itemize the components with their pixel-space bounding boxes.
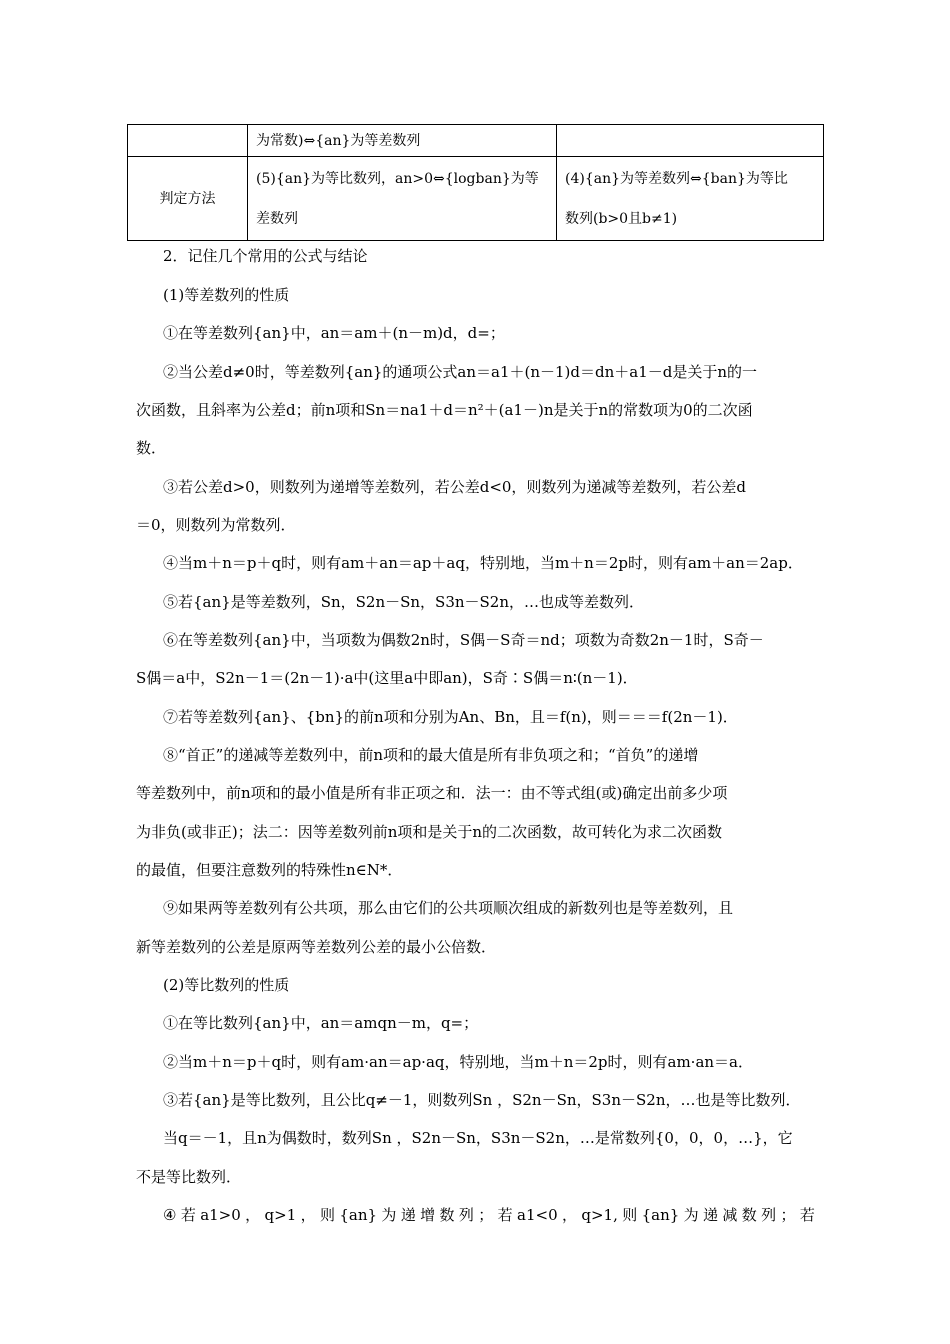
text-segment: q>1, (581, 1206, 618, 1224)
text-line: 次函数，且斜率为公差d；前n项和Sn＝na1＋d＝n²＋(a1－)n是关于n的常数项为0的二次函 (136, 401, 753, 419)
text-segment: ， (245, 1206, 261, 1224)
text-segment: q>1 (264, 1206, 297, 1224)
section-heading: 2．记住几个常用的公式与结论 (163, 247, 368, 265)
text-line: 的最值，但要注意数列的特殊性n∈N*． (136, 861, 403, 879)
text-line: 新等差数列的公差是原两等差数列公差的最小公倍数． (136, 938, 497, 956)
table-cell: 为常数)⇔{an}为等差数列 (248, 125, 557, 157)
text-segment: 若 (497, 1206, 513, 1224)
text-line: ⑥在等差数列{an}中，当项数为偶数2n时，S偶－S奇＝nd；项数为奇数2n－1时，S奇－ (163, 631, 764, 649)
text-line: ＝0，则数列为常数列． (136, 516, 296, 534)
text-line: ⑤若{an}是等差数列，Sn，S2n－Sn，S3n－S2n，…也成等差数列． (163, 593, 645, 611)
text-line: ③若公差d>0，则数列为递增等差数列，若公差d<0，则数列为递减等差数列，若公差d (163, 478, 747, 496)
text-segment: 若 (799, 1206, 815, 1224)
text-segment: 列 (458, 1206, 474, 1224)
cell-line: 差数列 (256, 210, 298, 227)
cell-line: 数列(b>0且b≠1) (565, 210, 678, 227)
text-segment: a1>0 (200, 1206, 241, 1224)
text-segment: ， (562, 1206, 578, 1224)
table-cell (248, 157, 557, 241)
text-segment: 增 (420, 1206, 436, 1224)
text-line: ⑨如果两等差数列有公共项，那么由它们的公共项顺次组成的新数列也是等差数列，且 (163, 899, 734, 917)
text-line: 等差数列中，前n项和的最小值是所有非正项之和．法一：由不等式组(或)确定出前多少项 (136, 784, 728, 802)
subsection-heading: (2)等比数列的性质 (163, 976, 290, 994)
text-segment: 列 (761, 1206, 777, 1224)
text-segment: ； (478, 1206, 494, 1224)
text-line: ⑦若等差数列{an}、{bn}的前n项和分别为An、Bn，且＝f(n)，则＝＝＝f(2n－1)． (163, 708, 738, 726)
text-line: ②当m＋n＝p＋q时，则有am·an＝ap·aq，特别地，当m＋n＝2p时，则有am·an＝a． (163, 1053, 753, 1071)
text-line: 不是等比数列． (136, 1168, 242, 1186)
text-segment: 减 (722, 1206, 738, 1224)
text-line: 为非负(或非正)；法二：因等差数列前n项和是关于n的二次函数，故可转化为求二次函数 (136, 823, 723, 841)
text-line-justified (163, 1205, 815, 1225)
text-line: ①在等比数列{an}中，an＝amqn－m，q=； (163, 1014, 479, 1032)
text-line: ②当公差d≠0时，等差数列{an}的通项公式an＝a1＋(n－1)d＝dn＋a1－d是关于n的一 (163, 363, 758, 381)
text-segment: a1<0 (517, 1206, 558, 1224)
text-line: ④当m＋n＝p＋q时，则有am＋an＝ap＋aq，特别地，当m＋n＝2p时，则有am＋an＝2ap． (163, 554, 803, 572)
text-segment: ④ (163, 1206, 177, 1224)
text-segment: 若 (180, 1206, 196, 1224)
table-cell (557, 125, 824, 157)
cell-line: (4){an}为等差数列⇔{ban}为等比 (565, 170, 788, 187)
text-line: ③若{an}是等比数列，且公比q≠－1，则数列Sn ，S2n－Sn，S3n－S2n，…也是等比数列． (163, 1091, 801, 1109)
table-cell-empty (128, 125, 248, 157)
determination-method-table (127, 124, 824, 241)
text-segment: 为 (381, 1206, 397, 1224)
text-segment: ， (300, 1206, 316, 1224)
text-segment: 递 (400, 1206, 416, 1224)
text-segment: 递 (703, 1206, 719, 1224)
text-line: S偶＝a中，S2n－1＝(2n－1)·a中(这里a中即an)，S奇∶S偶＝n∶(n－1)． (136, 669, 638, 687)
text-segment: 则 (622, 1206, 638, 1224)
text-line: ①在等差数列{an}中，an＝am＋(n－m)d，d=； (163, 324, 505, 342)
table-row-label: 判定方法 (128, 157, 248, 241)
text-segment: 数 (741, 1206, 757, 1224)
table-cell (557, 157, 824, 241)
text-segment: 数 (439, 1206, 455, 1224)
text-segment: ； (780, 1206, 796, 1224)
text-line: ⑧“首正”的递减等差数列中，前n项和的最大值是所有非负项之和；“首负”的递增 (163, 746, 699, 764)
text-segment: 为 (683, 1206, 699, 1224)
text-segment: {an} (641, 1206, 680, 1224)
subsection-heading: (1)等差数列的性质 (163, 286, 290, 304)
text-segment: {an} (339, 1206, 378, 1224)
text-line: 当q＝－1，且n为偶数时，数列Sn ，S2n－Sn，S3n－S2n，…是常数列{0，0，0，…}，它 (163, 1129, 793, 1147)
cell-line: (5){an}为等比数列，an>0⇔{logban}为等 (256, 170, 539, 187)
text-line: 数． (136, 439, 167, 457)
text-segment: 则 (319, 1206, 335, 1224)
